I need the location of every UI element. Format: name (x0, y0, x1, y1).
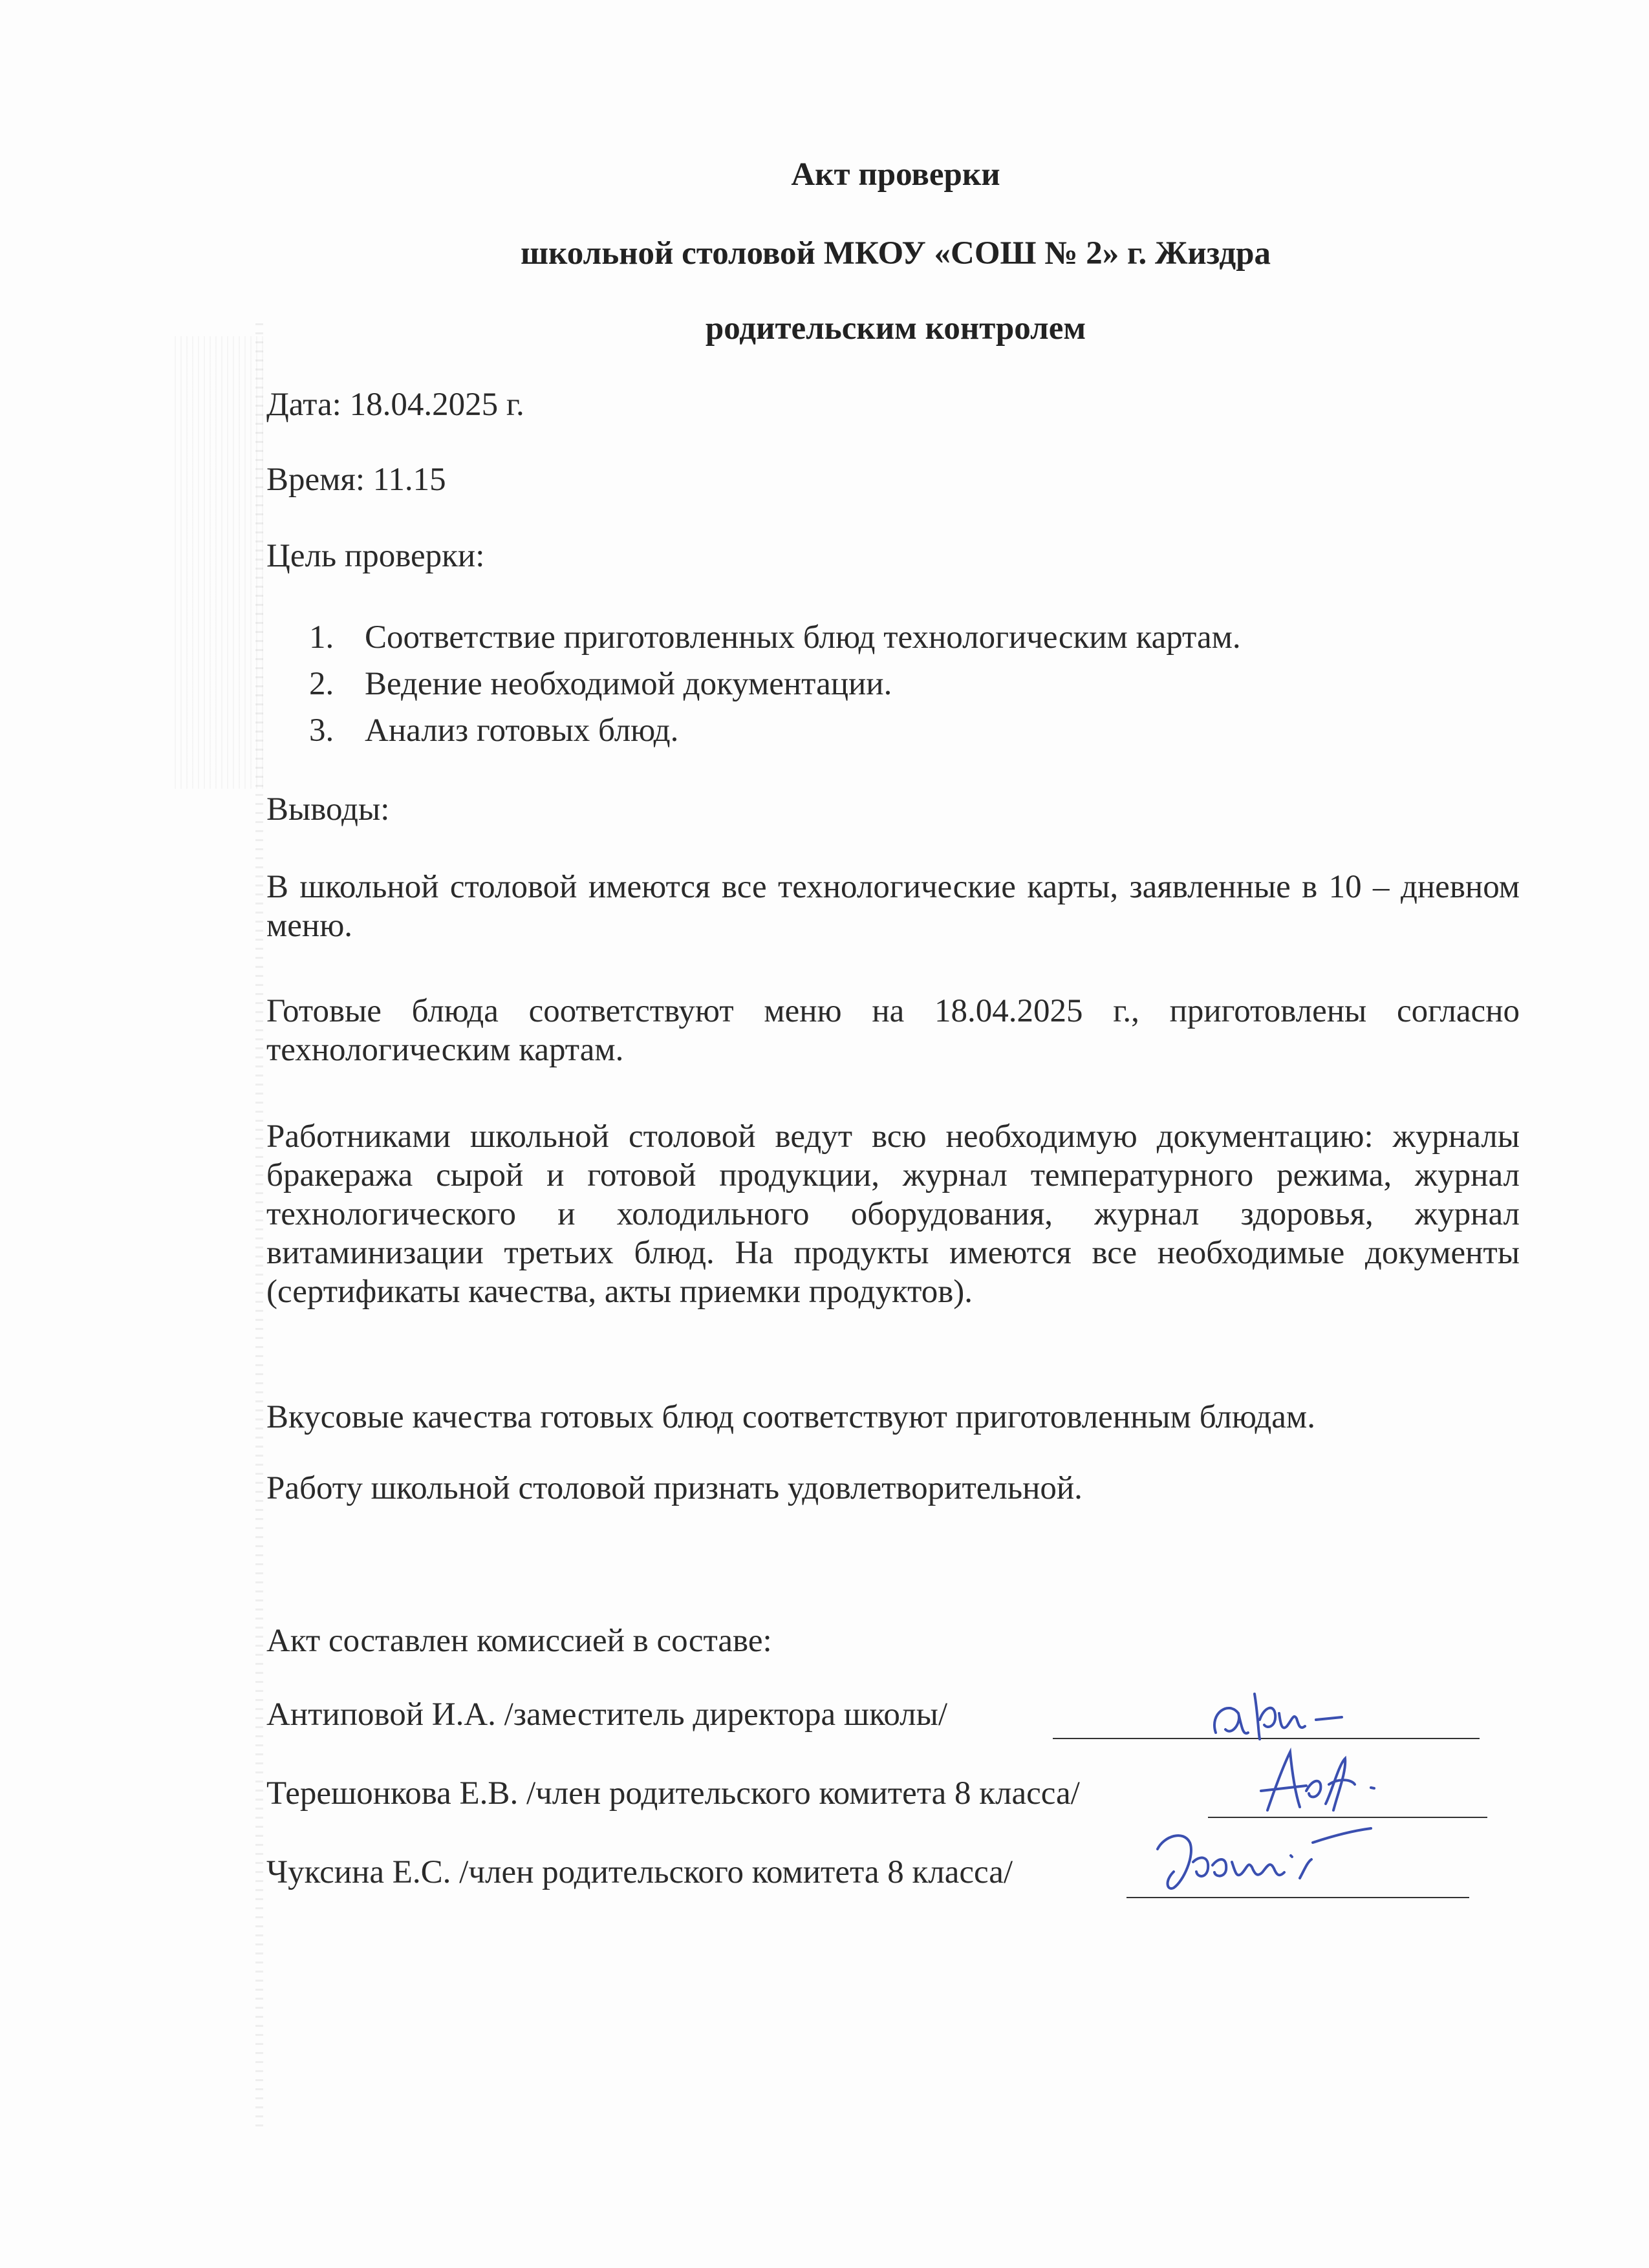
date-line: Дата: 18.04.2025 г. (266, 387, 524, 423)
conclusion-paragraph-3: Работниками школьной столовой ведут всю необходимую документацию: журналы бракеража сырой и готовой продукции, журнал температурного режима, журнал технологического и холодильного оборудования, журнал здоровья, журнал витаминизации третьих блюд. На продукты имеются все необходимые документы (сертификаты качества, акты приемки продуктов). (266, 1118, 1520, 1310)
signature-chuksina (1138, 1810, 1410, 1901)
list-item: 2. Ведение необходимой документации. (309, 666, 892, 702)
purpose-label: Цель проверки: (266, 538, 485, 574)
commission-label: Акт составлен комиссией в составе: (266, 1623, 772, 1659)
commission-member-1: Антиповой И.А. /заместитель директора школы/ (266, 1696, 948, 1733)
conclusion-paragraph-1: В школьной столовой имеются все технологические карты, заявленные в 10 – дневном меню. (266, 869, 1520, 944)
document-title: Акт проверки (791, 156, 1000, 193)
commission-member-2: Терешонкова Е.В. /член родительского комитета 8 класса/ (266, 1775, 1080, 1812)
conclusion-paragraph-2: Готовые блюда соответствуют меню на 18.04.2025 г., приготовлены согласно технологическим картам. (266, 993, 1520, 1068)
list-item: 1. Соответствие приготовленных блюд технологическим картам. (309, 619, 1241, 656)
commission-member-3: Чуксина Е.С. /член родительского комитета 8 класса/ (266, 1854, 1013, 1890)
scan-noise-strip (255, 323, 263, 2134)
document-subtitle-control: родительским контролем (705, 310, 1086, 347)
conclusions-label: Выводы: (266, 791, 390, 828)
time-line: Время: 11.15 (266, 462, 446, 498)
scan-noise (175, 336, 265, 789)
signature-antipova (1203, 1674, 1371, 1746)
conclusion-paragraph-5: Работу школьной столовой признать удовлетворительной. (266, 1470, 1083, 1506)
purpose-list (309, 614, 1241, 754)
document-subtitle-school: школьной столовой МКОУ «СОШ № 2» г. Жиздра (520, 235, 1271, 272)
list-item: 3. Анализ готовых блюд. (309, 712, 679, 749)
conclusion-paragraph-4: Вкусовые качества готовых блюд соответствуют приготовленным блюдам. (266, 1399, 1315, 1435)
